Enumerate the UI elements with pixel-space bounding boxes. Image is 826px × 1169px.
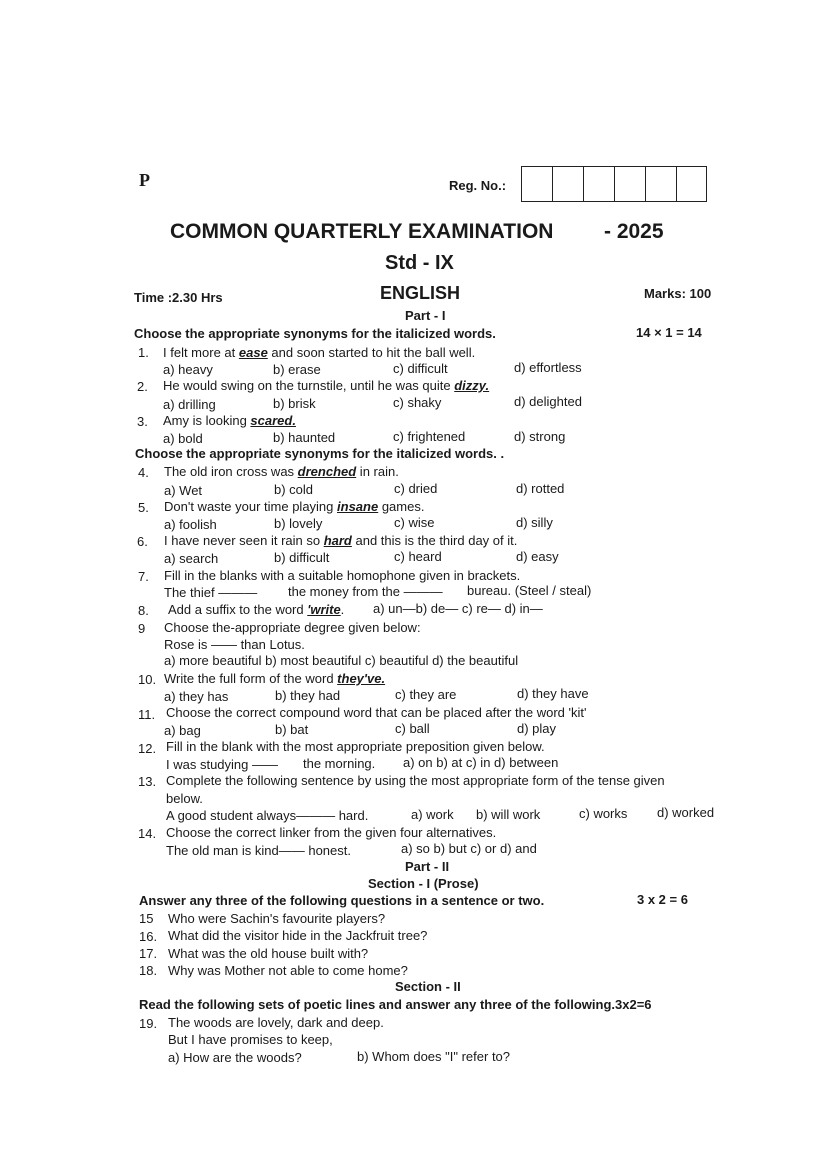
reg-box[interactable] [552, 166, 583, 202]
reg-box[interactable] [645, 166, 676, 202]
q2-option-d: d) delighted [514, 394, 582, 409]
reg-box[interactable] [583, 166, 614, 202]
q3-option-a: a) bold [163, 431, 203, 446]
q2-option-c: c) shaky [393, 395, 442, 410]
q8-text: Add a suffix to the word 'write. [168, 602, 345, 617]
q9-line2: Rose is —— than Lotus. [164, 637, 305, 652]
q13-text-2: below. [166, 791, 203, 806]
q3-option-b: b) haunted [273, 430, 336, 445]
q1-option-b: b) erase [273, 362, 321, 377]
q19-line1: The woods are lovely, dark and deep. [168, 1015, 384, 1030]
q13-option-b: b) will work [476, 807, 541, 822]
q7-text: Fill in the blanks with a suitable homophone given in brackets. [164, 568, 521, 583]
q11-option-d: d) play [517, 721, 557, 736]
part1-instruction: Choose the appropriate synonyms for the italicized words. [134, 326, 496, 341]
q12-line2-a: I was studying —— [166, 757, 278, 772]
q7-line2-b: the money from the ——— [288, 584, 443, 599]
q8-number: 8. [138, 603, 149, 618]
q18-text: Why was Mother not able to come home? [168, 963, 408, 978]
q11-text: Choose the correct compound word that can be placed after the word 'kit' [166, 705, 587, 720]
q17-number: 17. [139, 946, 158, 961]
q19-option-b: b) Whom does "I" refer to? [357, 1049, 511, 1064]
q15-text: Who were Sachin's favourite players? [168, 911, 386, 926]
reg-box[interactable] [676, 166, 707, 202]
q2-number: 2. [137, 379, 148, 394]
part2-score: 3 x 2 = 6 [637, 892, 688, 907]
q9-text: Choose the-appropriate degree given below: [164, 620, 421, 635]
q14-number: 14. [138, 826, 157, 841]
reg-box[interactable] [614, 166, 645, 202]
q10-option-b: b) they had [275, 688, 341, 703]
q2-option-b: b) brisk [273, 396, 316, 411]
part1-score: 14 × 1 = 14 [636, 325, 702, 340]
part1-label: Part - I [405, 308, 446, 323]
q6-option-c: c) heard [394, 549, 442, 564]
reg-no-label: Reg. No.: [449, 178, 507, 193]
q10-option-a: a) they has [164, 689, 229, 704]
std-label: Std - IX [385, 252, 454, 274]
q1-option-c: c) difficult [393, 361, 448, 376]
q3-option-c: c) frightened [393, 429, 466, 444]
q16-text: What did the visitor hide in the Jackfruit tree? [168, 928, 428, 943]
q1-keyword: ease [238, 345, 268, 360]
q16-number: 16. [139, 929, 158, 944]
reg-box[interactable] [521, 166, 552, 202]
q13-option-a: a) work [411, 807, 454, 822]
q4-number: 4. [138, 465, 149, 480]
q10-option-d: d) they have [517, 686, 589, 701]
q7-line2-c: bureau. (Steel / steal) [467, 583, 592, 598]
q14-options: a) so b) but c) or d) and [401, 841, 537, 856]
q11-number: 11. [138, 707, 156, 722]
q18-number: 18. [139, 963, 158, 978]
q11-option-b: b) bat [275, 722, 309, 737]
q17-text: What was the old house built with? [168, 946, 369, 961]
q10-number: 10. [138, 672, 157, 687]
time-label: Time :2.30 Hrs [134, 290, 223, 305]
q1-option-a: a) heavy [163, 362, 213, 377]
q2-keyword: dizzy. [454, 378, 490, 393]
q11-option-a: a) bag [164, 723, 201, 738]
part2-label: Part - II [405, 859, 450, 874]
q5-option-c: c) wise [394, 515, 435, 530]
q11-option-c: c) ball [395, 721, 430, 736]
q2-option-a: a) drilling [163, 397, 216, 412]
q6-option-b: b) difficult [274, 550, 330, 565]
q6-option-a: a) search [164, 551, 219, 566]
q4-keyword: drenched [297, 464, 357, 479]
q5-text: Don't waste your time playing insane games. [164, 499, 425, 514]
section2-instruction: Read the following sets of poetic lines and answer any three of the following.3x2=6 [139, 997, 652, 1012]
q4-option-d: d) rotted [516, 481, 565, 496]
q3-number: 3. [137, 414, 148, 429]
q3-text: Amy is looking scared. [163, 413, 296, 428]
section2-heading: Section - II [395, 979, 461, 994]
q19-number: 19. [139, 1016, 158, 1031]
q14-text: Choose the correct linker from the given four alternatives. [166, 825, 497, 840]
q13-text: Complete the following sentence by using the most appropriate form of the tense given [166, 773, 665, 788]
q8-keyword: 'write [307, 602, 341, 617]
q13-option-c: c) works [579, 806, 628, 821]
paper-code: P [139, 170, 150, 190]
q7-line2-a: The thief ——— [164, 585, 258, 600]
q13-option-d: d) worked [657, 805, 715, 820]
q5-number: 5. [138, 500, 149, 515]
q6-text: I have never seen it rain so hard and this is the third day of it. [164, 533, 518, 548]
q7-number: 7. [138, 569, 149, 584]
q2-text: He would swing on the turnstile, until he was quite dizzy. [163, 378, 490, 393]
q10-keyword: they've. [337, 671, 386, 686]
q6-option-d: d) easy [516, 549, 559, 564]
q12-line2-b: the morning. [303, 756, 376, 771]
q14-line2-a: The old man is kind—— honest. [166, 843, 351, 858]
q13-number: 13. [138, 774, 157, 789]
q8-options: a) un—b) de— c) re— d) in— [373, 601, 543, 616]
q19-option-a: a) How are the woods? [168, 1050, 302, 1065]
q10-option-c: c) they are [395, 687, 457, 702]
q9-number: 9 [138, 621, 146, 636]
q1-text: I felt more at ease and soon started to hit the ball well. [163, 345, 476, 360]
q5-option-a: a) foolish [164, 517, 217, 532]
q13-line3-a: A good student always——— hard. [166, 808, 369, 823]
q6-keyword: hard [323, 533, 352, 548]
q6-number: 6. [137, 534, 148, 549]
section1-heading: Section - I (Prose) [368, 876, 479, 891]
q1-number: 1. [138, 345, 149, 360]
q4-text: The old iron cross was drenched in rain. [164, 464, 399, 479]
q19-line2: But I have promises to keep, [168, 1032, 333, 1047]
subject-label: ENGLISH [380, 283, 461, 303]
reg-no-boxes[interactable] [521, 166, 707, 202]
q1-option-d: d) effortless [514, 360, 582, 375]
q5-option-d: d) silly [516, 515, 553, 530]
part2-instruction: Answer any three of the following questions in a sentence or two. [139, 893, 545, 908]
q12-number: 12. [138, 741, 157, 756]
q10-text: Write the full form of the word they've. [164, 671, 386, 686]
exam-year: - 2025 [604, 220, 664, 243]
q5-option-b: b) lovely [274, 516, 323, 531]
q4-option-a: a) Wet [164, 483, 203, 498]
q4-option-c: c) dried [394, 481, 438, 496]
q4-option-b: b) cold [274, 482, 314, 497]
q15-number: 15 [139, 911, 154, 926]
q5-keyword: insane [337, 499, 379, 514]
q9-options: a) more beautiful b) most beautiful c) beautiful d) the beautiful [164, 653, 519, 668]
part1-instruction-2: Choose the appropriate synonyms for the italicized words. . [135, 446, 505, 461]
q12-options: a) on b) at c) in d) between [403, 755, 559, 770]
marks-label: Marks: 100 [644, 286, 712, 301]
exam-title: COMMON QUARTERLY EXAMINATION [170, 220, 554, 243]
q3-keyword: scared. [250, 413, 296, 428]
q3-option-d: d) strong [514, 429, 566, 444]
q12-text: Fill in the blank with the most appropriate preposition given below. [166, 739, 545, 754]
